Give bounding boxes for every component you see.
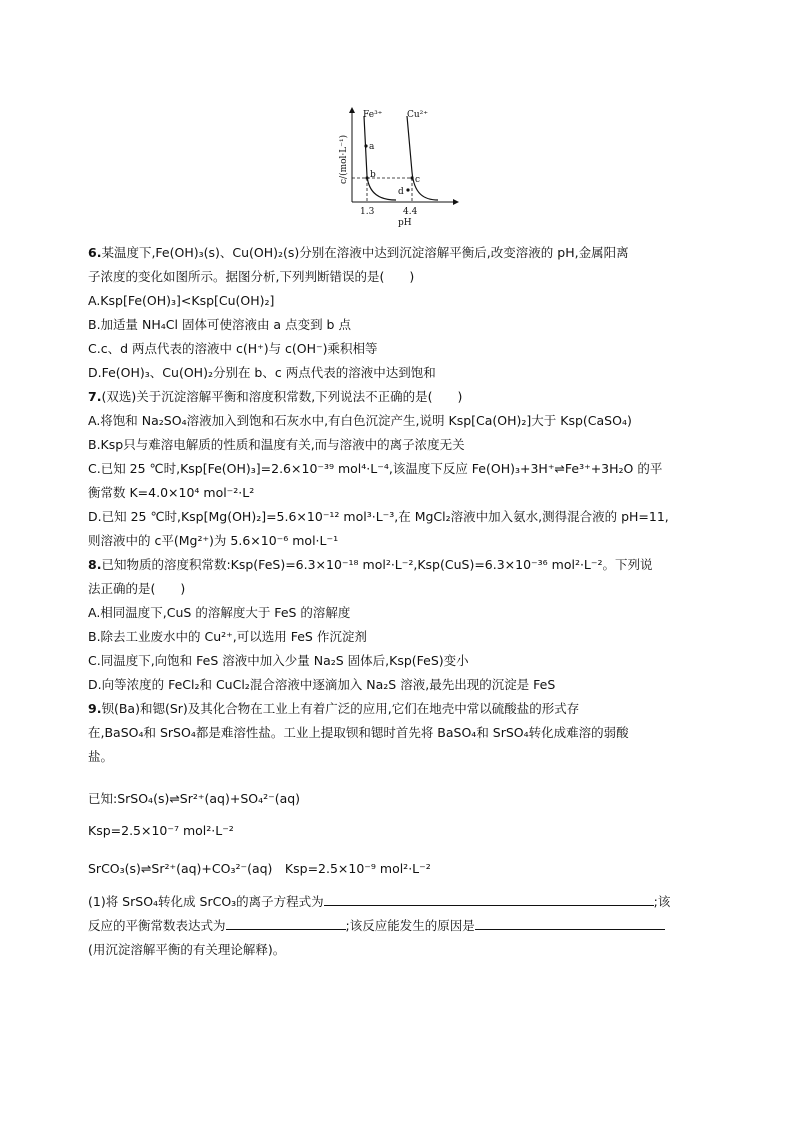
point-c [410, 176, 413, 179]
q7-stem: (双选)关于沉淀溶解平衡和溶度积常数,下列说法不正确的是( ) [101, 389, 463, 404]
point-b [365, 176, 368, 179]
q9-number: 9. [88, 701, 102, 716]
q8-number: 8. [88, 557, 102, 572]
q7-stem-line [88, 388, 462, 406]
curve1-label: Fe³⁺ [363, 110, 383, 120]
q9-stem-line2: 在,BaSO₄和 SrSO₄都是难溶性盐。工业上提取钡和锶时首先将 BaSO₄和 SrSO₄转化成难溶的弱酸 [88, 725, 629, 740]
tick-1-3: 1.3 [360, 207, 375, 217]
ionic-equation-blank[interactable] [324, 893, 654, 906]
point-c-label: c [415, 175, 421, 185]
q6-option-a: A.Ksp[Fe(OH)₃]<Ksp[Cu(OH)₂] [88, 293, 275, 308]
point-a [364, 144, 367, 147]
q8-stem-line2: 法正确的是( ) [88, 581, 186, 596]
q9-part1-line3: (用沉淀溶解平衡的有关理论解释)。 [88, 942, 286, 957]
q7-option-d-line2: 则溶液中的 c平(Mg²⁺)为 5.6×10⁻⁶ mol·L⁻¹ [88, 533, 339, 548]
q8-option-c: C.同温度下,向饱和 FeS 溶液中加入少量 Na₂S 固体后,Ksp(FeS)变小 [88, 653, 469, 668]
q6-option-b: B.加适量 NH₄Cl 固体可使溶液由 a 点变到 b 点 [88, 317, 351, 332]
point-b-label: b [370, 170, 376, 180]
q6-stem-line2: 子浓度的变化如图所示。据图分析,下列判断错误的是( ) [88, 269, 415, 284]
concentration-ph-figure [330, 102, 470, 230]
q8-option-a: A.相同温度下,CuS 的溶解度大于 FeS 的溶解度 [88, 605, 351, 620]
q9-part1-line2 [88, 917, 665, 935]
curve2-label: Cu²⁺ [407, 110, 429, 120]
q7-option-c-line1: C.已知 25 ℃时,Ksp[Fe(OH)₃]=2.6×10⁻³⁹ mol⁴·L⁻⁴,该温度下反应 Fe(OH)₃+3H⁺⇌Fe³⁺+3H₂O 的平 [88, 461, 663, 476]
point-d-label: d [398, 187, 404, 197]
q8-stem-line1 [88, 556, 653, 574]
q6-stem-line1 [88, 244, 629, 262]
reason-blank[interactable] [475, 917, 665, 930]
q7-option-a: A.将饱和 Na₂SO₄溶液加入到饱和石灰水中,有白色沉淀产生,说明 Ksp[Ca(OH)₂]大于 Ksp(CaSO₄) [88, 413, 632, 428]
y-axis-label: c/(mol·L⁻¹) [339, 134, 349, 184]
q9-stem-line1 [88, 700, 579, 718]
q9-part1-reason-prompt: ;该反应能发生的原因是 [345, 918, 475, 933]
q7-option-d-line1: D.已知 25 ℃时,Ksp[Mg(OH)₂]=5.6×10⁻¹² mol³·L⁻³,在 MgCl₂溶液中加入氨水,测得混合液的 pH=11, [88, 509, 669, 524]
q6-number: 6. [88, 245, 102, 260]
q9-known-eq1: 已知:SrSO₄(s)⇌Sr²⁺(aq)+SO₄²⁻(aq) [88, 791, 301, 806]
q9-part1-line1 [88, 893, 670, 911]
cu-curve [407, 116, 438, 200]
q8-stem1: 已知物质的溶度积常数:Ksp(FeS)=6.3×10⁻¹⁸ mol²·L⁻²,Ksp(CuS)=6.3×10⁻³⁶ mol²·L⁻²。下列说 [101, 557, 653, 572]
point-a-label: a [369, 142, 375, 152]
q9-part1-semicolon: ;该 [653, 894, 671, 909]
q6-option-d: D.Fe(OH)₃、Cu(OH)₂分别在 b、c 两点代表的溶液中达到饱和 [88, 365, 436, 380]
q9-stem1: 钡(Ba)和锶(Sr)及其化合物在工业上有着广泛的应用,它们在地壳中常以硫酸盐的形式存 [101, 701, 580, 716]
q8-option-d: D.向等浓度的 FeCl₂和 CuCl₂混合溶液中逐滴加入 Na₂S 溶液,最先出现的沉淀是 FeS [88, 677, 556, 692]
tick-4-4: 4.4 [403, 207, 418, 217]
q6-option-c: C.c、d 两点代表的溶液中 c(H⁺)与 c(OH⁻)乘积相等 [88, 341, 378, 356]
q9-known-ksp1: Ksp=2.5×10⁻⁷ mol²·L⁻² [88, 823, 234, 838]
q6-stem1: 某温度下,Fe(OH)₃(s)、Cu(OH)₂(s)分别在溶液中达到沉淀溶解平衡后,改变溶液的 pH,金属阳离 [101, 245, 629, 260]
q7-option-c-line2: 衡常数 K=4.0×10⁴ mol⁻²·L² [88, 485, 255, 500]
q9-part1-k-prompt: 反应的平衡常数表达式为 [88, 918, 226, 933]
q7-number: 7. [88, 389, 102, 404]
x-axis-label: pH [398, 218, 412, 228]
point-d [406, 188, 409, 191]
figure-svg [330, 102, 470, 230]
q8-option-b: B.除去工业废水中的 Cu²⁺,可以选用 FeS 作沉淀剂 [88, 629, 367, 644]
q9-part1-prompt: (1)将 SrSO₄转化成 SrCO₃的离子方程式为 [88, 894, 324, 909]
fe-curve [364, 116, 396, 200]
equilibrium-constant-blank[interactable] [226, 917, 346, 930]
q7-option-b: B.Ksp只与难溶电解质的性质和温度有关,而与溶液中的离子浓度无关 [88, 437, 465, 452]
q9-known-eq2: SrCO₃(s)⇌Sr²⁺(aq)+CO₃²⁻(aq) Ksp=2.5×10⁻⁹ mol²·L⁻² [88, 861, 431, 876]
q9-stem-line3: 盐。 [88, 749, 114, 764]
